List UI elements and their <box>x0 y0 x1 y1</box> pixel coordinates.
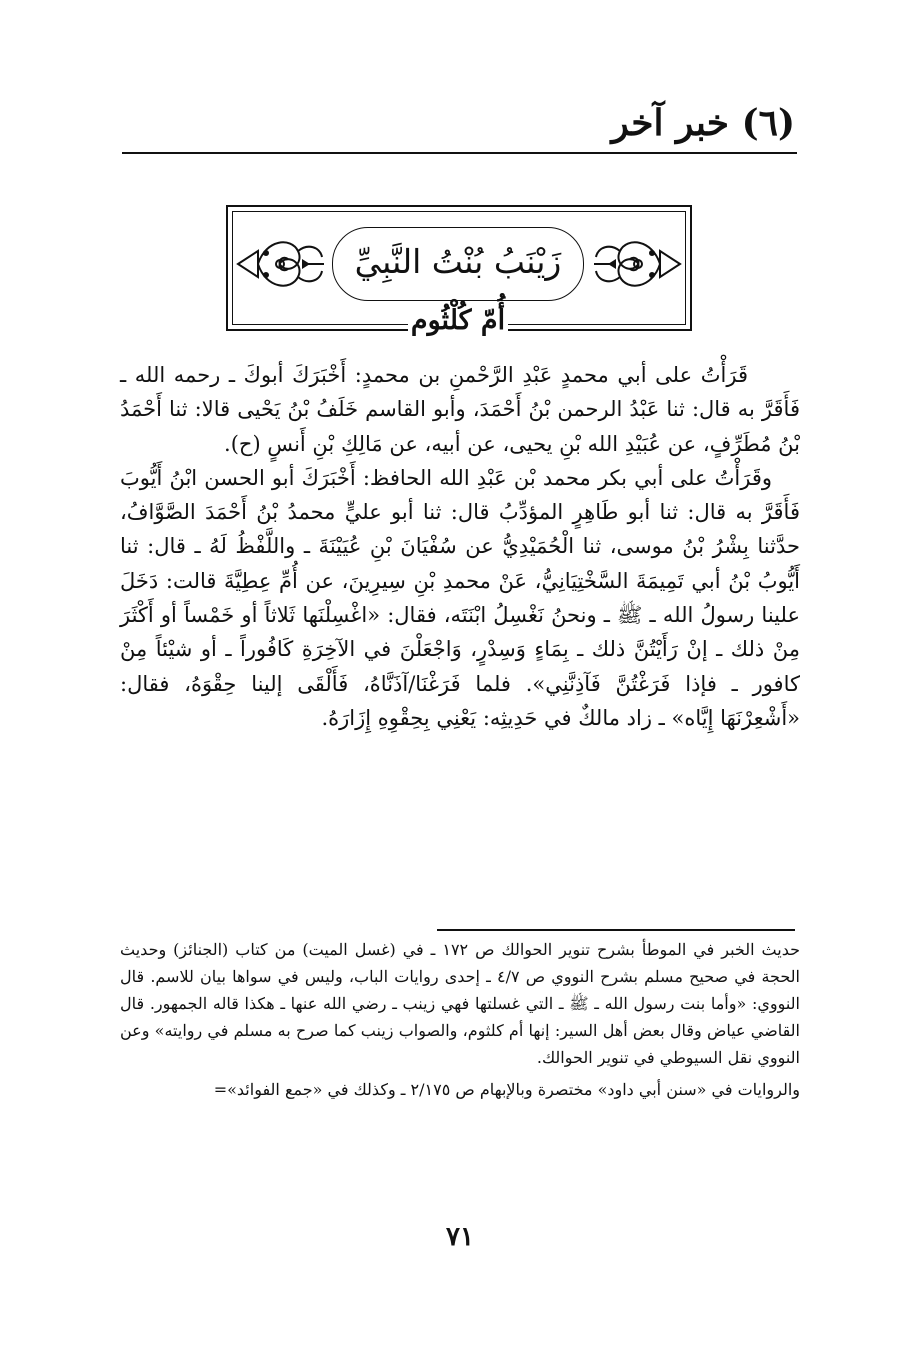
footnotes <box>120 936 800 1103</box>
header-divider <box>122 152 797 154</box>
arabesque-ornament-icon <box>592 229 682 299</box>
footnote-paragraph: والروايات في «سنن أبي داود» مختصرة وبالإبهام ص ٢/١٧٥ ـ وكذلك في «جمع الفوائد»= <box>213 1080 800 1099</box>
page-header-title: (٦) خبر آخر <box>611 102 795 144</box>
chapter-sub-title: أُمّ كُلْثُوم <box>408 305 508 336</box>
page-number: ٧١ <box>446 1222 474 1252</box>
footnote-divider <box>437 929 795 931</box>
main-text <box>120 358 800 735</box>
title-cartouche <box>332 227 584 301</box>
text-paragraph: وقَرَأْتُ على أبي بكر محمد بْن عَبْدِ الله الحافظ: أَخْبَرَكَ أبو الحسن ابْنُ أَيُّوبَ فَأَقَرَّ به قال: ثنا أبو طَاهِرٍ المؤدِّبُ قال: ثنا أبو عليٍّ محمدُ بْنُ أَحْمَدَ الصَّوَّافُ، حدَّثنا بِشْرُ بْنُ موسى، ثنا الْحُمَيْدِيُّ عن سُفْيَانَ بْنِ عُيَيْنَةَ ـ واللَّفْظُ لَهُ ـ قال: ثنا أَيُّوبُ بْنُ أبي تَمِيمَةَ السَّخْتِيَانِيُّ، عَنْ محمدِ بْنِ سِيرِينَ، عن أُمِّ عِطِيَّةَ قالت: دَخَلَ علينا رسولُ الله ـ ﷺ ـ ونحنُ نَغْسِلُ ابْنَتَه، فقال: «اغْسِلْنَها ثَلاثاً أو خَمْساً أو أَكْثَرَ مِنْ ذلك ـ إنْ رَأَيْتُنَّ ذلك ـ بِمَاءٍ وَسِدْرٍ، وَاجْعَلْنَ في الآخِرَةِ كَافُوراً ـ أو شيْئاً مِنْ كافور ـ فإذا فَرَغْتُنَّ فَآذِنَّنِي». فلما فَرَغْنَا/آذَنَّاهُ، فَأَلْقَى إلينا حِقْوَهُ، فقال: «أَشْعِرْنَهَا إِيَّاه» ـ زاد مالكٌ في حَدِيثِه: يَعْنِي بِحِقْوِهِ إِزَارَهُ. <box>120 465 800 730</box>
arabesque-ornament-icon <box>236 229 326 299</box>
footnote-paragraph: حديث الخبر في الموطأ بشرح تنوير الحوالك ص ١٧٢ ـ في (غسل الميت) من كتاب (الجنائز) وحديث الحجة في صحيح مسلم بشرح النووي ص ٤/٧ ـ إحدى روايات الباب، وليس في سواها بيان للاسم. قال النووي: «وأما بنت رسول الله ـ ﷺ ـ التي غسلتها فهي زينب ـ رضي الله عنها ـ هكذا قاله الجمهور. قال القاضي عياض وقال بعض أهل السير: إنها أم كلثوم، والصواب زينب كما صرح به مسلم في روايته» وعن النووي نقل السيوطي في تنوير الحوالك. <box>120 940 801 1067</box>
chapter-main-title: زَيْنَبُ بُنْتُ النَّبِيِّ <box>354 242 562 281</box>
text-paragraph: قَرَأْتُ على أبي محمدٍ عَبْدِ الرَّحْمنِ بن محمدٍ: أَخْبَرَكَ أبوكَ ـ رحمه الله ـ فَأَقَرَّ به قال: ثنا عَبْدُ الرحمن بْنُ أَحْمَدَ، وأبو القاسم خَلَفُ بْنُ يَحْيى قالا: ثنا أَحْمَدُ بْنُ مُطَرِّفٍ، عن عُبَيْدِ الله بْنِ يحيى، عن أبيه، عن مَالِكِ بْنِ أَنسٍ (ح). <box>120 363 800 456</box>
